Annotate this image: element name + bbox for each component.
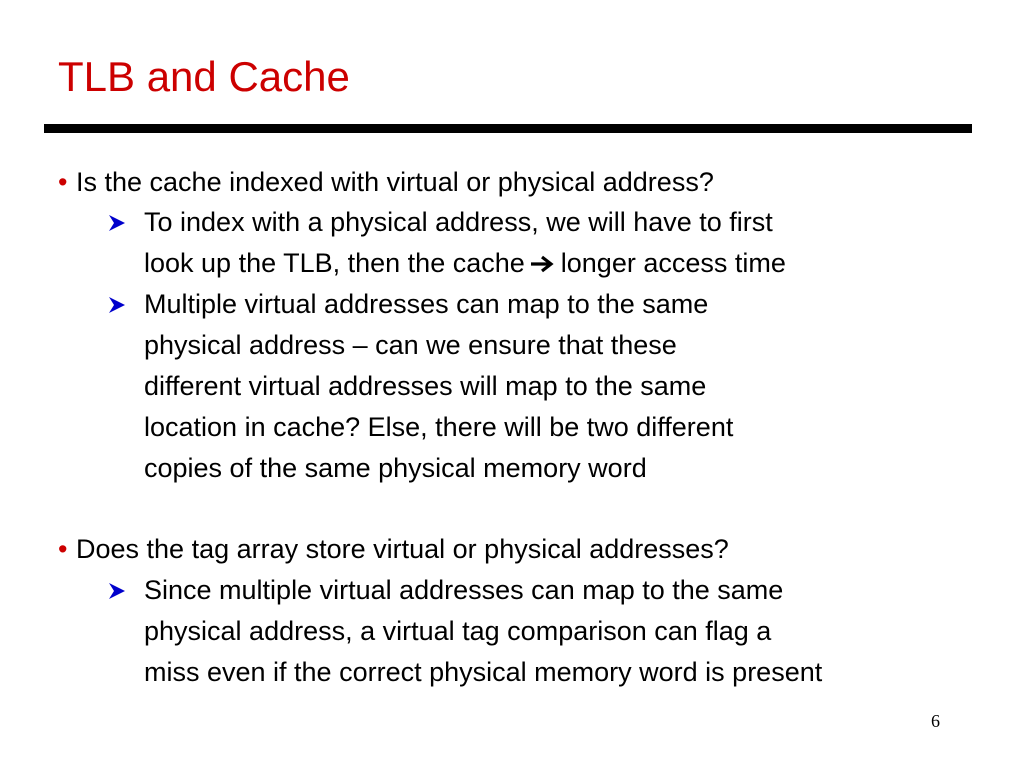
sub-bullet-1-1-line-2 <box>144 243 786 285</box>
page-number: 6 <box>931 711 940 731</box>
arrowhead-bullet-icon <box>108 570 128 610</box>
bullet-1-text: Is the cache indexed with virtual or physical address? <box>76 167 714 197</box>
sub-bullet-2-1-line-3: miss even if the correct physical memory word is present <box>144 657 823 687</box>
right-arrow-icon <box>529 245 557 285</box>
bullet-dot-icon: • <box>58 167 68 197</box>
sub-bullet-1-2-line-5: copies of the same physical memory word <box>144 453 647 483</box>
sub-bullet-2-1-line-2: physical address, a virtual tag comparison can flag a <box>144 616 772 646</box>
slide-title: TLB and Cache <box>58 53 350 100</box>
bullet-2-text: Does the tag array store virtual or physical addresses? <box>76 534 729 564</box>
sub-bullet-1-1-line-1: To index with a physical address, we will have to first <box>144 207 773 237</box>
sub-bullet-1-1-line-2-part-1: look up the TLB, then the cache <box>144 248 525 278</box>
sub-bullet-1-1-line-2-part-2: longer access time <box>560 248 786 278</box>
bullet-dot-icon: • <box>58 534 68 564</box>
arrowhead-bullet-icon <box>108 284 128 324</box>
sub-bullet-1-2-line-3: different virtual addresses will map to the same <box>144 371 707 401</box>
arrowhead-bullet-icon <box>108 202 128 242</box>
sub-bullet-2-1-line-1: Since multiple virtual addresses can map to the same <box>144 575 784 605</box>
sub-bullet-1-2-line-2: physical address – can we ensure that these <box>144 330 677 360</box>
sub-bullet-1-2-line-1: Multiple virtual addresses can map to the same <box>144 289 709 319</box>
sub-bullet-1-2-line-4: location in cache? Else, there will be two different <box>144 412 734 442</box>
